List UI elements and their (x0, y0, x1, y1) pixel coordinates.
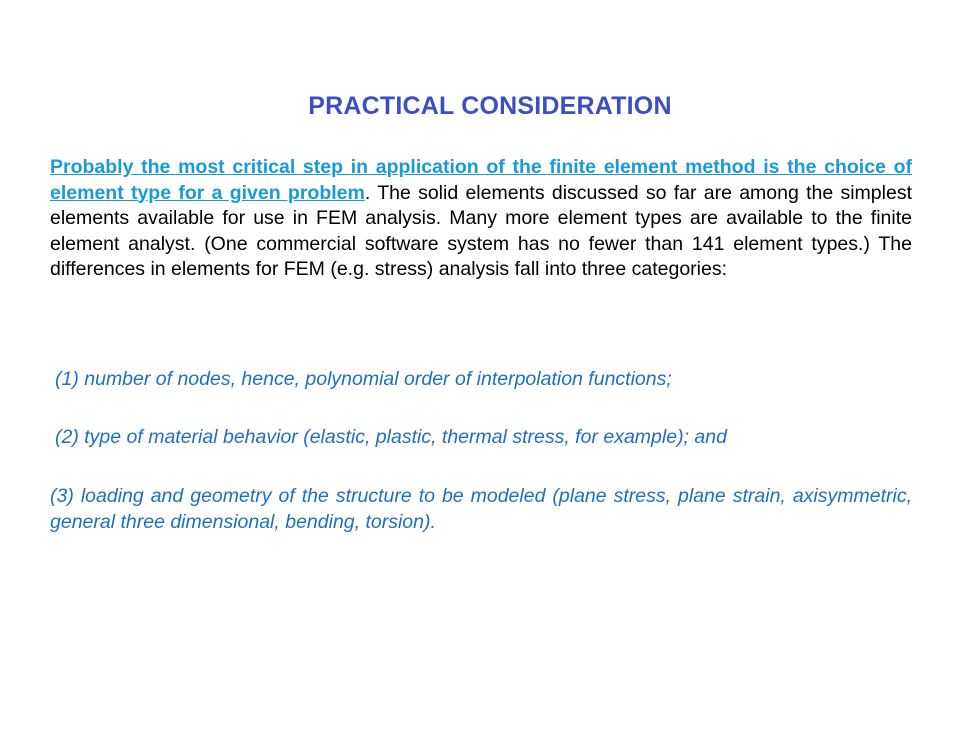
slide-title: PRACTICAL CONSIDERATION (308, 92, 672, 120)
intro-paragraph (50, 155, 912, 283)
paragraph-body: . The solid elements discussed so far are among the simplest elements available for use in FEM analysis. Many more element types are available to the finite element analyst. (One commercial software system has no fewer than 141 element types.) The differences in elements for FEM (e.g. stress) analysis fall into three categories: (50, 181, 912, 280)
category-1: (1) number of nodes, hence, polynomial order of interpolation functions; (55, 368, 672, 390)
lead-statement: Probably the most critical step in application of the finite element method is the choice of element type for a given problem (50, 156, 912, 204)
category-3: (3) loading and geometry of the structure to be modeled (plane stress, plane strain, axisymmetric, general three dimensional, bending, torsion). (50, 485, 912, 533)
category-2: (2) type of material behavior (elastic, plastic, thermal stress, for example); and (55, 426, 727, 448)
